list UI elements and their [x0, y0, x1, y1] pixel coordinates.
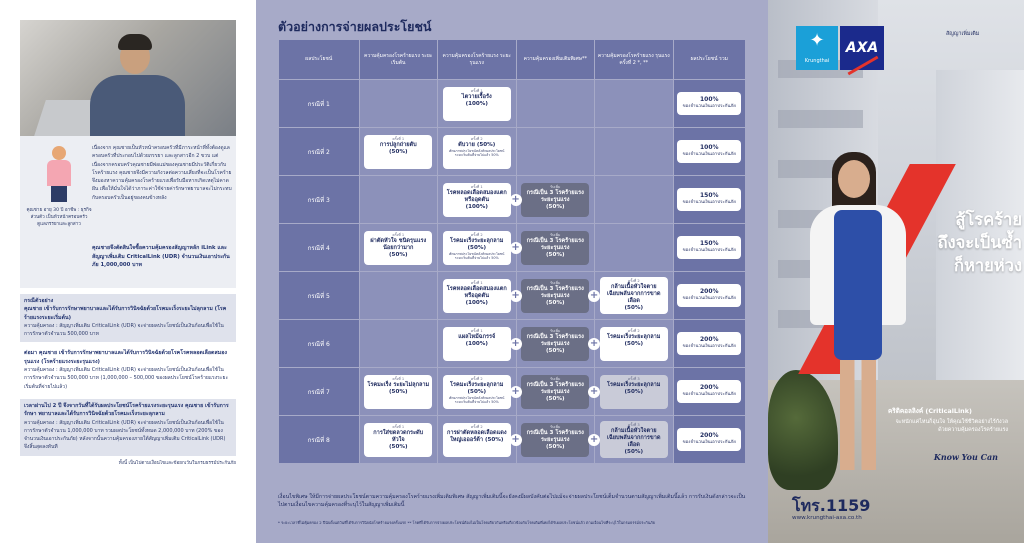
card-percent: (50%) [546, 347, 565, 354]
card-tag: ครั้งที่ 3 [627, 423, 640, 427]
header-benefit: ผลประโยชน์ [279, 40, 360, 80]
persona-avatar-box [26, 146, 92, 228]
cell-total [673, 224, 745, 272]
card-tag: ครั้งที่ 1 [392, 232, 405, 237]
case-label: กรณีที่ 3 [279, 176, 360, 224]
total-percent: 200% [699, 336, 719, 344]
benefit-table-title: ตัวอย่างการจ่ายผลประโยชน์ [278, 19, 432, 34]
cell-severe [438, 320, 517, 368]
card-tag: ครั้งที่ 3 [627, 376, 640, 381]
total-benefit-card [677, 428, 741, 450]
cell-total [673, 128, 745, 176]
card-tag: ครั้งที่ 2 [627, 328, 640, 333]
benefit-card [443, 183, 511, 217]
cell-second [589, 416, 674, 464]
cell-total [673, 368, 745, 416]
plus-icon: + [511, 337, 520, 349]
cell-severe [438, 224, 517, 272]
total-benefit-card [677, 236, 741, 258]
card-percent: (50%) [389, 443, 408, 450]
cell-early [359, 368, 438, 416]
cell-total [673, 272, 745, 320]
cell-total [673, 416, 745, 464]
card-disease: โรคมะเร็งระยะลุกลาม [450, 381, 504, 388]
cell-extra [511, 320, 595, 368]
card-percent: (100%) [465, 340, 488, 347]
left-panel [0, 0, 256, 543]
plus-icon: + [511, 385, 520, 397]
cell-second [589, 368, 674, 416]
benefit-card [443, 423, 511, 457]
card-percent: (50%) [546, 395, 565, 402]
persona-story-text: เนื่องจาก คุณชายเป็นหัวหน้าครอบครัวที่มีภาระหน้าที่ทั้งต้องดูแลครอบครัวที่ประกอบไปด้วยภรรยา และลูกสาวอีก 2 ขวบ แต่เนื่องจากครอบครัวคุณชายมีพ่อแม่ของคุณชายมีประวัติเกี่ยวกับโรคร้ายแรง คุณชายจึงมีความกังวลต่อความเสี่ยงที่จะเป็นโรคร้ายจึงมองหาความคุ้มครองโรคร้ายแรงเพื่อรับมือหากเกิดเหตุไม่คาดฝัน เพื่อให้มั่นใจได้ว่าภาระค่าใช้จ่ายค่ารักษาพยาบาลจะไม่กระทบกับครอบครัวเป็นอยู่ของคนข้างหลัง [92, 145, 232, 201]
card-percent: (50%) [624, 388, 644, 395]
card-percent: (50%) [389, 388, 408, 395]
cell-early [359, 320, 438, 368]
total-percent: 200% [699, 432, 719, 440]
cell-early [359, 224, 438, 272]
card-disease: การผ่าตัดหลอดเลือดแดงใหญ่เอออร์ต้า (50%) [446, 429, 507, 443]
card-disease: กรณีเป็น 3 โรคร้ายแรงระยะรุนแรง [526, 189, 584, 203]
example-step-heading: เวลาผ่านไป 2 ปี จึงจากวันที่ได้รับผลประโยชน์โรคร้ายแรงระยะรุนแรง คุณชาย เข้ารับการรักษา พยาบาลและได้รับการวินิจฉัยด้วยโรคมะเร็งระยะลุกลาม [24, 402, 229, 418]
model-head [838, 160, 870, 198]
cell-early [359, 416, 438, 464]
header-early-stage: ความคุ้มครองโรคร้ายแรง ระยะเริ่มต้น [359, 40, 438, 80]
hotline-phone[interactable]: โทร.1159 [792, 496, 871, 515]
product-title: คริติคอลลิงค์ (CriticalLink) [888, 407, 972, 415]
cell-extra [511, 368, 595, 416]
total-label: ของจำนวนเงินเอาประกันภัย [682, 392, 736, 398]
case-label: กรณีที่ 2 [279, 128, 360, 176]
card-disease: โรคมะเร็งระยะลุกลาม [607, 381, 661, 388]
persona-intro-box [20, 136, 236, 288]
cell-early [359, 80, 438, 128]
cell-extra [516, 128, 595, 176]
total-benefit-card [677, 380, 741, 402]
plus-icon: + [589, 289, 599, 301]
card-disease: การใส่ขดลวดกระดับหัวใจ [373, 429, 424, 443]
card-percent: (50%) [546, 203, 565, 210]
cell-second [595, 224, 674, 272]
website-url[interactable]: www.krungthai-axa.co.th [792, 515, 862, 521]
card-note: ศักยภาพประโยชน์หลังหักผลประโยชน์ระยะเริ่มต้นที่จ่ายไปแล้ว 50% [449, 395, 505, 405]
benefit-example-table [278, 39, 746, 464]
case-label: กรณีที่ 6 [279, 320, 360, 368]
cell-total [673, 176, 745, 224]
cell-early [359, 128, 438, 176]
case-label: กรณีที่ 8 [279, 416, 360, 464]
right-panel-cover [768, 0, 1024, 543]
cell-second [589, 320, 674, 368]
card-percent: (50%) [389, 148, 408, 155]
card-percent: (100%) [465, 203, 488, 210]
cell-total [673, 320, 745, 368]
table-row [279, 176, 746, 224]
cell-severe [438, 368, 517, 416]
plus-icon: + [511, 289, 520, 301]
cell-second [595, 176, 674, 224]
case-label: กรณีที่ 1 [279, 80, 360, 128]
table-row [279, 80, 746, 128]
case-label: กรณีที่ 7 [279, 368, 360, 416]
benefit-card [521, 375, 589, 409]
plus-icon: + [589, 385, 599, 397]
total-percent: 200% [699, 288, 719, 296]
table-row [279, 416, 746, 464]
total-benefit-card [677, 284, 741, 306]
total-benefit-card [677, 140, 741, 162]
example-step-coverage: ความคุ้มครอง : สัญญาเพิ่มเติม CriticalLink (UDR) จะจ่ายผลประโยชน์เป็นเงินก้อนเพื่อใช้ในการรักษาตัวจำนวน 1,000,000 บาท รวมผลประโยชน์ทั้งหมด 2,000,000 บาท (200% ของจำนวนเงินเอาประกันภัย) หลังจากนั้นความคุ้มครองภายใต้สัญญาเพิ่มเติม CriticalLink (UDR) จึงสิ้นสุดลงทันที [24, 419, 226, 451]
total-label: ของจำนวนเงินเอาประกันภัย [682, 296, 736, 302]
example-step-coverage: ความคุ้มครอง : สัญญาเพิ่มเติม CriticalLink (UDR) จะจ่ายผลประโยชน์เป็นเงินก้อนเพื่อใช้ในการรักษาตัวจำนวน 500,000 บาท (1,000,000 – 500,000 ของผลประโยชน์โรคร้ายแรงระยะเริ่มต้นที่จ่ายไปแล้ว) [24, 367, 229, 390]
card-disease: โรคมะเร็ง ระยะไม่ลุกลาม [367, 381, 430, 388]
card-tag: ครั้งที่ 1 [470, 88, 483, 93]
total-benefit-card [677, 92, 741, 114]
card-disease: โรคหลอดเลือดสมองแตกหรืออุดตัน [446, 285, 507, 299]
benefit-card [364, 375, 432, 409]
table-footnote-small: * ระยะเวลาที่ไม่คุ้มครอง 2 ปีนับตั้งแต่วันที่ได้รับการวินิจฉัยโรคร้ายแรงครั้งแรก ** โรคที่ได้รับการจ่ายผลประโยชน์ต้องไม่เป็นโรคเดียวกันหรือเกี่ยวข้องกับโรคเดิมที่เคยได้รับผลประโยชน์แล้ว ตามเงื่อนไขที่ระบุไว้ในกรมธรรม์ประกันภัย [278, 520, 656, 525]
case-label: กรณีที่ 4 [279, 224, 360, 272]
card-disease: กล้ามเนื้อหัวใจตายเฉียบพลันจากการขาดเลือด [607, 428, 661, 448]
card-tag: ครั้งที่ 1 [392, 136, 405, 141]
person-hair [118, 34, 152, 50]
example-title: กรณีตัวอย่าง [24, 298, 54, 304]
table-header-row [279, 40, 746, 80]
card-disease: กรณีเป็น 3 โรคร้ายแรงระยะรุนแรง [526, 285, 584, 299]
card-percent: (50%) [546, 299, 565, 306]
header-total-benefit: ผลประโยชน์ รวม [673, 40, 745, 80]
krungthai-bird-icon: ✦ [809, 30, 825, 51]
krungthai-logo: ✦ Krungthai [796, 26, 838, 70]
card-tag: ครั้งที่ 2 [470, 424, 483, 429]
example-disclaimer: ทั้งนี้ เป็นไปตามเงื่อนไขและข้อยกเว้นในกรมธรรม์ประกันภัย [118, 460, 236, 466]
plus-icon: + [589, 433, 599, 445]
example-step-3 [20, 399, 236, 456]
benefit-card [521, 423, 589, 457]
benefit-card [600, 327, 668, 361]
total-label: ของจำนวนเงินเอาประกันภัย [682, 152, 736, 158]
total-percent: 200% [699, 384, 719, 392]
cell-severe [438, 176, 517, 224]
card-tag: ครั้งที่ 1 [470, 184, 483, 189]
benefit-card [443, 231, 511, 265]
cell-extra [511, 224, 595, 272]
card-tag: รับเพิ่ม [550, 232, 561, 237]
example-step-coverage: ความคุ้มครอง : สัญญาเพิ่มเติม CriticalLink (UDR) จะจ่ายผลประโยชน์เป็นเงินก้อนเพื่อใช้ในการรักษาตัวจำนวน 500,000 บาท [24, 322, 224, 338]
case-label: กรณีที่ 5 [279, 272, 360, 320]
card-disease: กรณีเป็น 3 โรคร้ายแรงระยะรุนแรง [526, 429, 584, 443]
table-footnote-main: เงื่อนไขพิเศษ ให้มีการจ่ายผลประโยชน์ตามความคุ้มครองโรคร้ายแรงเพิ่มเติมพิเศษ สัญญาเพิ่มเติมนี้จะยังคงมีผลบังคับต่อไปแม้จะจ่ายผลประโยชน์เต็มจำนวนตามสัญญาเพิ่มเติมนี้แล้ว การรับเงินดังกล่าวจะเป็นไปตามเงื่อนไขความคุ้มครองที่ระบุไว้ในสัญญาเพิ่มเติมนี้ [278, 494, 746, 508]
card-tag: ครั้งที่ 2 [627, 279, 640, 283]
total-benefit-card [677, 188, 741, 210]
card-disease: กรณีเป็น 3 โรคร้ายแรงระยะรุนแรง [526, 237, 584, 251]
cell-early [359, 176, 438, 224]
card-percent: (50%) [624, 305, 644, 311]
card-disease: กล้ามเนื้อหัวใจตายเฉียบพลันจากการขาดเลือด [607, 284, 661, 304]
benefit-card [443, 279, 511, 313]
benefit-card [521, 327, 589, 361]
card-disease: ตับวาย (50%) [458, 141, 496, 148]
cover-headline: สู้โรคร้าย ถึงจะเป็นซ้ำ ก็หายห่วง [937, 210, 1022, 275]
plus-icon: + [511, 433, 520, 445]
cell-severe [438, 80, 517, 128]
card-disease: โรคหลอดเลือดสมองแตกหรืออุดตัน [446, 189, 507, 203]
card-disease: โรคมะเร็งระยะลุกลาม [450, 237, 504, 244]
card-disease: แผลไหม้ฉกรรจ์ [458, 333, 496, 340]
benefit-card [443, 135, 511, 169]
benefit-card [600, 421, 668, 458]
cell-severe [438, 416, 517, 464]
card-percent: (50%) [389, 251, 408, 258]
benefit-card [600, 277, 668, 314]
cell-second [595, 80, 674, 128]
cell-extra [511, 416, 595, 464]
cell-second [589, 272, 674, 320]
table-row [279, 368, 746, 416]
total-percent: 150% [699, 240, 719, 248]
model-dress [834, 210, 882, 360]
benefit-card [443, 87, 511, 121]
card-tag: ครั้งที่ 1 [470, 280, 483, 285]
card-percent: (100%) [465, 299, 488, 306]
cell-early [359, 272, 438, 320]
cell-total [673, 80, 745, 128]
persona-decision-text: คุณชายจึงตัดสินใจซื้อความคุ้มครองสัญญาหลัก iLink และสัญญาเพิ่มเติม CriticalLink (UDR) จำนวนเงินเอาประกันภัย 1,000,000 บาท [92, 245, 230, 269]
total-label: ของจำนวนเงินเอาประกันภัย [682, 104, 736, 110]
benefit-card [364, 135, 432, 169]
total-label: ของจำนวนเงินเอาประกันภัย [682, 344, 736, 350]
card-tag: ครั้งที่ 2 [470, 232, 483, 237]
axa-logo: AXA [840, 26, 884, 70]
cell-severe [438, 272, 517, 320]
benefit-card [364, 423, 432, 457]
card-note: ศักยภาพประโยชน์หลังหักผลประโยชน์ระยะเริ่มต้นที่จ่ายไปแล้ว 50% [449, 251, 505, 261]
plus-icon: + [511, 241, 520, 253]
total-label: ของจำนวนเงินเอาประกันภัย [682, 440, 736, 446]
table-body [279, 80, 746, 464]
table-row [279, 272, 746, 320]
benefit-card [443, 327, 511, 361]
cell-second [595, 128, 674, 176]
example-step-heading: ต่อมา คุณชาย เข้ารับการรักษาพยาบาลและได้รับการวินิจฉัยด้วยโรคโรคหลอดเลือดสมอง รุนแรง (โรคร้ายแรงระยะรุนแรง) [24, 350, 227, 365]
product-description: จะหนักแค่ไหนก็อุ่นใจ ให้คุณใช้ชีวิตอย่างไร้กังวลด้วยความคุ้มครองโรคร้ายแรง [895, 419, 1008, 434]
card-percent: (100%) [465, 100, 488, 107]
person-body [90, 75, 185, 136]
cell-extra [516, 80, 595, 128]
benefit-card [443, 375, 511, 409]
rider-label: สัญญาเพิ่มเติม [946, 31, 980, 37]
card-percent: (50%) [624, 340, 644, 347]
card-tag: ครั้งที่ 2 [470, 376, 483, 381]
model-legs [840, 360, 876, 470]
persona-caption: คุณชาย อายุ 30 ปี อาชีพ : ธุรกิจส่วนตัว เป็นหัวหน้าครอบครัว ดูแลภรรยาและลูกสาว [26, 208, 92, 227]
plus-icon: + [511, 193, 520, 205]
total-percent: 100% [699, 144, 719, 152]
total-label: ของจำนวนเงินเอาประกันภัย [682, 248, 736, 254]
card-tag: ครั้งที่ 1 [392, 424, 405, 429]
card-tag: รับเพิ่ม [550, 376, 561, 381]
table-row [279, 128, 746, 176]
header-second-severe: ความคุ้มครองโรคร้ายแรง รุนแรงครั้งที่ 2 *, ** [595, 40, 674, 80]
card-disease: การปลูกถ่ายตับ [379, 141, 417, 148]
benefit-card [521, 183, 589, 217]
benefit-card [600, 375, 668, 409]
card-disease: กรณีเป็น 3 โรคร้ายแรงระยะรุนแรง [526, 333, 584, 347]
benefit-card [364, 231, 432, 265]
card-tag: รับเพิ่ม [550, 280, 561, 285]
card-tag: ครั้งที่ 1 [470, 328, 483, 333]
cell-extra [511, 176, 595, 224]
card-disease: กรณีเป็น 3 โรคร้ายแรงระยะรุนแรง [526, 381, 584, 395]
card-percent: (50%) [467, 244, 487, 251]
plus-icon: + [589, 337, 599, 349]
card-tag: ครั้งที่ 1 [392, 376, 405, 381]
total-percent: 150% [699, 192, 719, 200]
middle-panel [256, 0, 768, 543]
total-percent: 100% [699, 96, 719, 104]
table-row [279, 320, 746, 368]
card-percent: (50%) [467, 388, 487, 395]
card-tag: รับเพิ่ม [550, 328, 561, 333]
total-benefit-card [677, 332, 741, 354]
header-extra-coverage: ความคุ้มครองเพิ่มเติมพิเศษ** [516, 40, 595, 80]
persona-avatar-icon [42, 146, 76, 204]
card-percent: (50%) [546, 251, 565, 258]
cell-extra [511, 272, 595, 320]
card-disease: ไตวายเรื้อรัง [461, 93, 492, 100]
card-percent: (50%) [624, 449, 644, 455]
example-step-2 [20, 346, 236, 394]
benefit-card [521, 231, 589, 265]
cell-severe [438, 128, 517, 176]
card-tag: รับเพิ่ม [550, 424, 561, 429]
example-step-heading: คุณชาย เข้ารับการรักษาพยาบาลและได้รับการวินิจฉัยด้วยโรคมะเร็งระยะไม่ลุกลาม (โรคร้ายแรงระยะเริ่มต้น) [24, 306, 227, 321]
card-tag: ครั้งที่ 2 [470, 136, 483, 141]
header-severe-stage: ความคุ้มครองโรคร้ายแรง ระยะรุนแรง [438, 40, 517, 80]
card-note: ศักยภาพประโยชน์หลังหักผลประโยชน์ระยะเริ่มต้นที่จ่ายไปแล้ว 50% [449, 148, 505, 158]
card-tag: รับเพิ่ม [550, 184, 561, 189]
card-percent: (50%) [546, 443, 565, 450]
total-label: ของจำนวนเงินเอาประกันภัย [682, 200, 736, 206]
example-step-1 [20, 294, 236, 342]
card-disease: โรคมะเร็งระยะลุกลาม [607, 333, 661, 340]
table-row [279, 224, 746, 272]
hero-photo-man-with-phone [20, 20, 236, 136]
example-scenarios [20, 294, 236, 467]
benefit-card [521, 279, 589, 313]
brand-tagline: Know You Can [933, 452, 998, 462]
card-disease: ผ่าตัดหัวใจ ชนิดรุนแรงน้อยกว่ามาก [370, 237, 427, 251]
